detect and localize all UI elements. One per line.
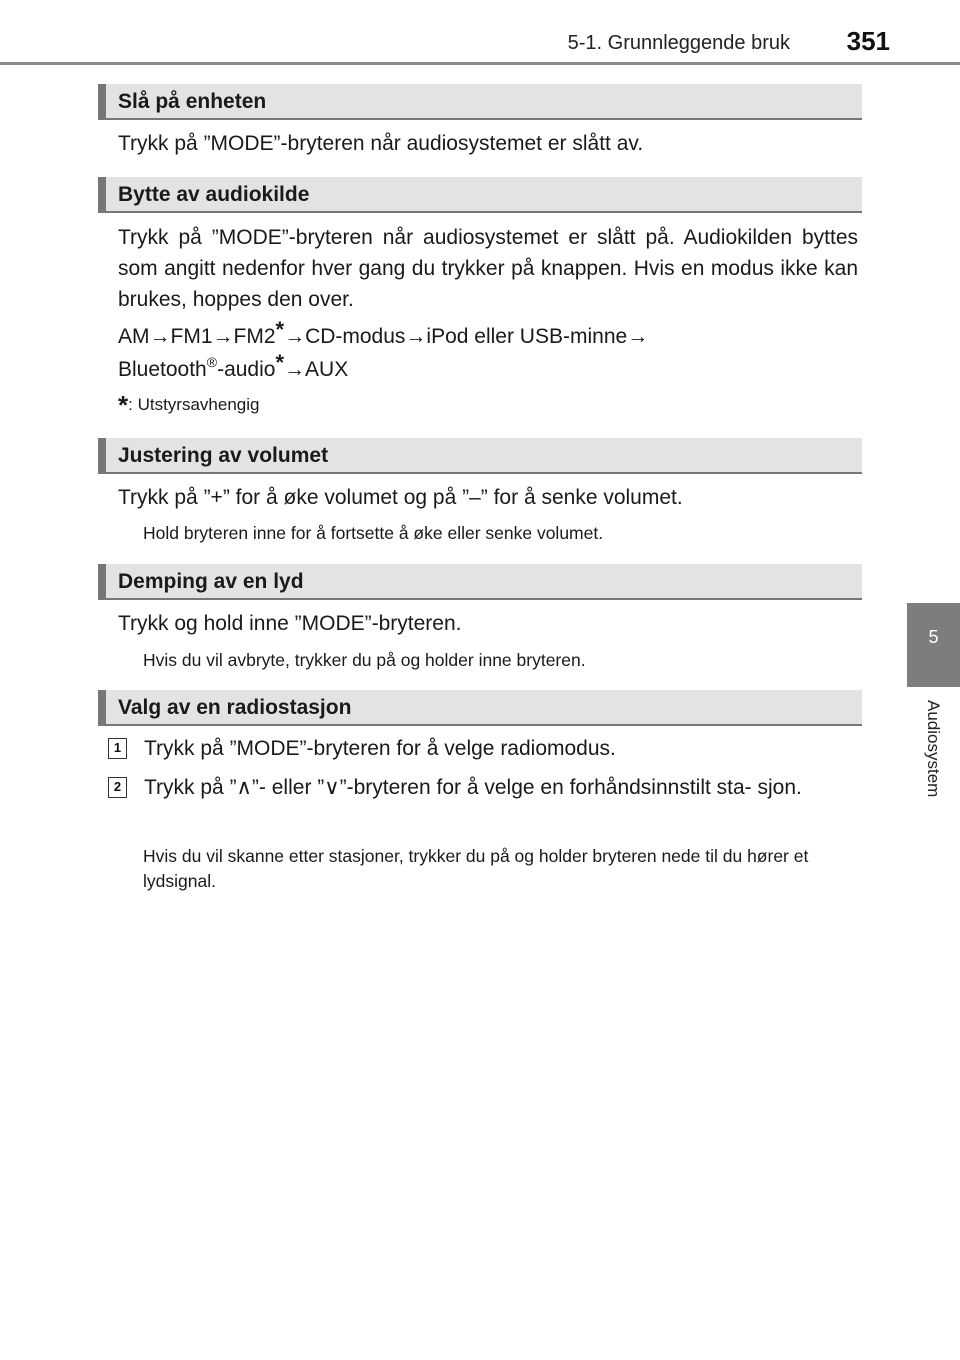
chapter-label-text: Audiosystem [924,700,943,798]
seq-ipod: iPod eller USB-minne [426,325,628,348]
power-on-text: Trykk på ”MODE”-bryteren når audiosystemet er slått av. [118,132,644,155]
footnote-star: * [118,390,129,420]
chapter-tab[interactable] [907,603,960,687]
seq-fm2: FM2 [233,325,276,348]
heading-power-on [98,84,862,120]
heading-mute [98,564,862,600]
step-text: Trykk på ”∧”- eller ”∨”-bryteren for å velge en forhåndsinnstilt sta- sjon. [144,776,802,799]
seq-fm1: FM1 [170,325,213,348]
volume-subtext: Hold bryteren inne for å fortsette å øke eller senke volumet. [143,523,604,543]
footnote-star: * [275,317,285,342]
seq-arrow: → [149,325,171,348]
heading-radio-text: Valg av en radiostasjon [118,696,352,719]
heading-audio-source [98,177,862,213]
radio-subtext: Hvis du vil skanne etter stasjoner, trykker du på og holder bryteren nede til du hører et lydsignal. [143,846,809,891]
mute-text: Trykk og hold inne ”MODE”-bryteren. [118,612,462,635]
page-number: 351 [846,26,890,56]
footnote-star: * [275,350,285,375]
seq-arrow: → [284,325,306,348]
heading-volume [98,438,862,474]
source-sequence [118,317,858,386]
seq-am: AM [118,325,150,348]
seq-arrow: → [284,358,306,381]
footnote [118,390,259,421]
chapter-tab-number: 5 [928,627,939,647]
heading-power-on-text: Slå på enheten [118,90,267,113]
step-number-box: 1 [108,738,127,759]
seq-arrow: → [212,325,234,348]
seq-bt-audio: -audio [217,358,276,381]
footnote-text: : Utstyrsavhengig [128,395,260,414]
heading-radio [98,690,862,726]
heading-mute-text: Demping av en lyd [118,570,304,593]
seq-bluetooth: Bluetooth [118,358,207,381]
registered-mark: ® [206,354,218,370]
volume-text: Trykk på ”+” for å øke volumet og på ”–” for å senke volumet. [118,486,683,509]
header-rule [0,62,960,65]
audio-source-text: Trykk på ”MODE”-bryteren når audiosystemet er slått på. Audiokilden byttes som angitt nedenfor hver gang du trykker på knappen. Hvis en modus ikke kan brukes, hoppes den over. [118,226,858,311]
seq-arrow: → [405,325,427,348]
step-text: Trykk på ”MODE”-bryteren for å velge radiomodus. [144,737,616,760]
seq-arrow: → [627,325,649,348]
heading-audio-source-text: Bytte av audiokilde [118,183,310,206]
mute-subtext: Hvis du vil avbryte, trykker du på og holder inne bryteren. [143,650,586,670]
seq-cd: CD-modus [305,325,406,348]
header-section-title: 5-1. Grunnleggende bruk [567,32,790,54]
heading-volume-text: Justering av volumet [118,444,329,467]
step-number-box: 2 [108,777,127,798]
chapter-label [910,700,956,824]
seq-aux: AUX [305,358,349,381]
